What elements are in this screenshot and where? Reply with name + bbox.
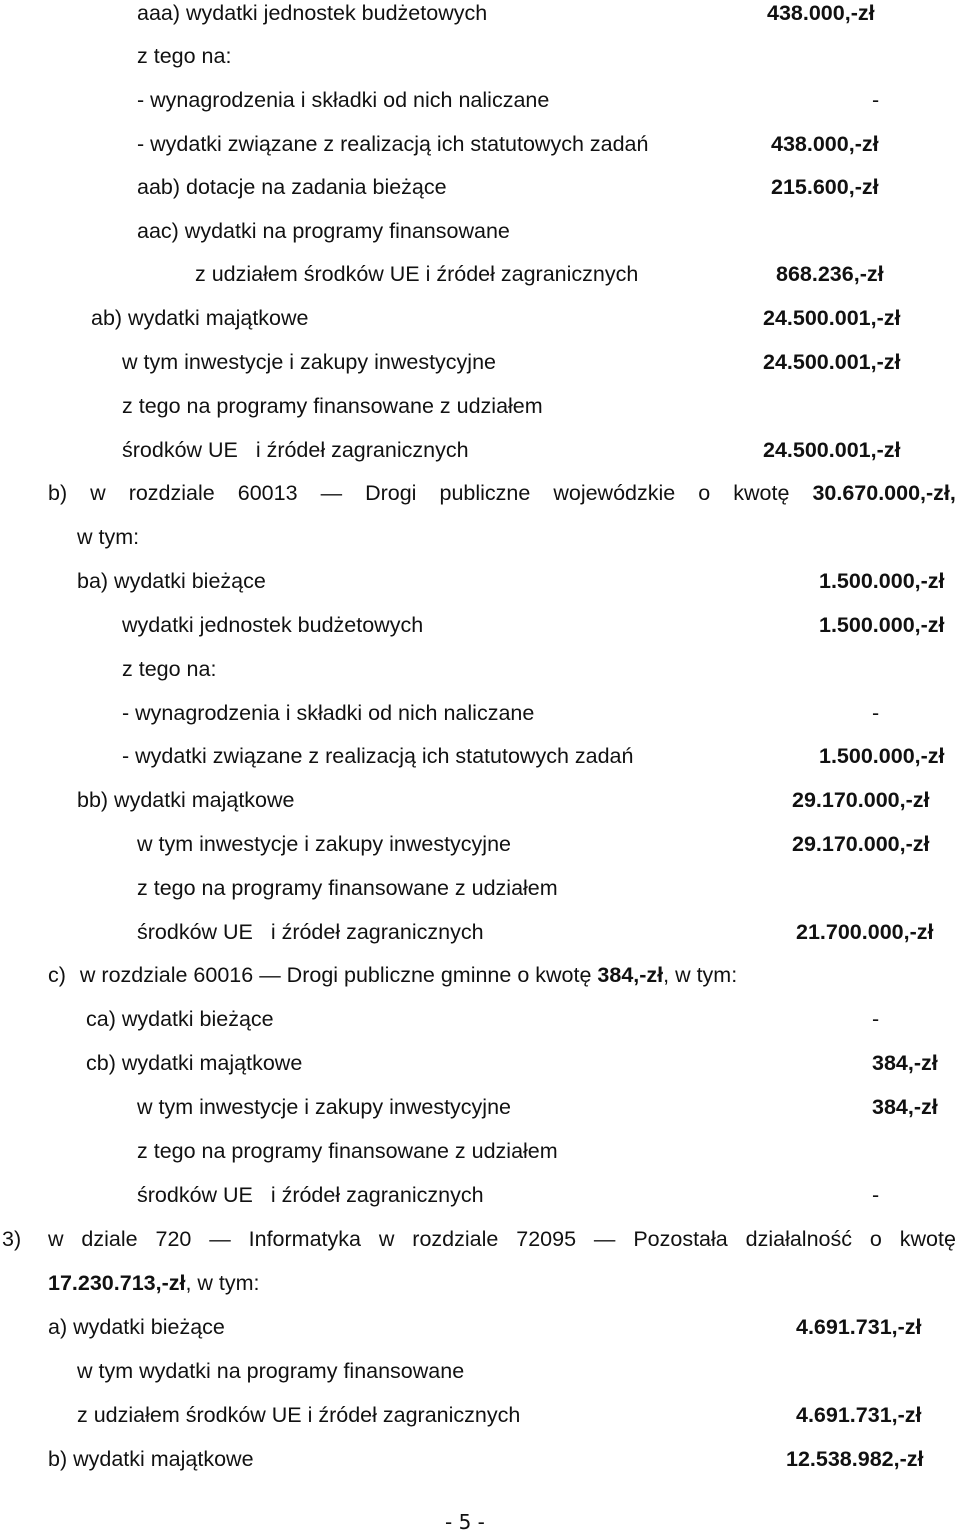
item-amount: -	[872, 701, 880, 725]
item-label: z udziałem środków UE i źródeł zagranicznych	[195, 262, 639, 286]
item-amount: 24.500.001,-zł	[763, 438, 901, 462]
item-label: w tym:	[77, 525, 140, 549]
heading-word: rozdziale	[128, 481, 215, 505]
section-number: 3)	[2, 1227, 22, 1251]
heading-word: Pozostała	[633, 1227, 728, 1251]
item-amount: 29.170.000,-zł	[792, 832, 930, 856]
item-amount: 29.170.000,-zł	[792, 788, 930, 812]
item-label: z tego na:	[122, 657, 217, 681]
item-label: ca) wydatki bieżące	[86, 1007, 274, 1031]
heading-word: —	[209, 1227, 231, 1251]
item-label: z tego na programy finansowane z udziałem	[122, 394, 543, 418]
item-amount: 12.538.982,-zł	[786, 1447, 924, 1471]
item-label: z tego na programy finansowane z udziałem	[137, 876, 558, 900]
item-amount: 1.500.000,-zł	[819, 744, 945, 768]
item-label: w tym inwestycje i zakupy inwestycyjne	[122, 350, 496, 374]
item-label: cb) wydatki majątkowe	[86, 1051, 303, 1075]
item-label: a) wydatki bieżące	[48, 1315, 225, 1339]
section-amount: 17.230.713,-zł	[48, 1271, 186, 1295]
heading-word: wojewódzkie	[553, 481, 676, 505]
item-label: bb) wydatki majątkowe	[77, 788, 295, 812]
heading-word: kwotę	[733, 481, 790, 505]
heading-word: Informatyka	[248, 1227, 361, 1251]
item-label: w tym wydatki na programy finansowane	[77, 1359, 465, 1383]
section-amount: 30.670.000,-zł,	[812, 481, 956, 505]
heading-word: działalność	[745, 1227, 852, 1251]
item-label: środków UE i źródeł zagranicznych	[137, 1183, 484, 1207]
item-label: środków UE i źródeł zagranicznych	[137, 920, 484, 944]
item-amount: 24.500.001,-zł	[763, 306, 901, 330]
item-amount: -	[872, 88, 880, 112]
item-label: aac) wydatki na programy finansowane	[137, 219, 510, 243]
item-label: - wynagrodzenia i składki od nich naliczane	[122, 701, 535, 725]
heading-word: w	[378, 1227, 395, 1251]
item-label: aab) dotacje na zadania bieżące	[137, 175, 447, 199]
item-label: w tym inwestycje i zakupy inwestycyjne	[137, 1095, 511, 1119]
item-label: ab) wydatki majątkowe	[91, 306, 309, 330]
item-label: z tego na:	[137, 44, 232, 68]
heading-word: rozdziale	[412, 1227, 499, 1251]
item-amount: 21.700.000,-zł	[796, 920, 934, 944]
heading-word: Drogi	[365, 481, 417, 505]
item-label: b) wydatki majątkowe	[48, 1447, 254, 1471]
item-label: - wydatki związane z realizacją ich statutowych zadań	[137, 132, 649, 156]
heading-prefix: c)	[48, 963, 66, 987]
item-label: z tego na programy finansowane z udziałem	[137, 1139, 558, 1163]
item-label: - wydatki związane z realizacją ich statutowych zadań	[122, 744, 634, 768]
heading-word: —	[320, 481, 343, 505]
item-amount: 4.691.731,-zł	[796, 1315, 922, 1339]
heading-word: w	[48, 1227, 64, 1251]
heading-word: publiczne	[439, 481, 531, 505]
heading-word: 60013	[237, 481, 298, 505]
heading-text: w rozdziale 60016 — Drogi publiczne gminne o kwotę	[79, 963, 598, 987]
heading-suffix: , w tym:	[663, 963, 738, 987]
item-label: ba) wydatki bieżące	[77, 569, 266, 593]
heading-word: w	[90, 481, 106, 505]
heading-word: o	[698, 481, 711, 505]
item-amount: 438.000,-zł	[771, 132, 879, 156]
section-heading-60016	[48, 962, 737, 988]
item-amount: 384,-zł	[872, 1095, 938, 1119]
heading-word: o	[869, 1227, 882, 1251]
item-amount: 1.500.000,-zł	[819, 569, 945, 593]
item-amount: 1.500.000,-zł	[819, 613, 945, 637]
item-amount: -	[872, 1007, 880, 1031]
item-amount: 215.600,-zł	[771, 175, 879, 199]
page-number: - 5 -	[445, 1510, 485, 1534]
heading-word: kwotę	[899, 1227, 956, 1251]
section-amount: 384,-zł	[597, 963, 664, 987]
item-amount: 868.236,-zł	[776, 262, 884, 286]
item-amount: 384,-zł	[872, 1051, 938, 1075]
item-amount: -	[872, 1183, 880, 1207]
item-amount: 4.691.731,-zł	[796, 1403, 922, 1427]
section-heading-60013	[48, 480, 956, 506]
item-label: aaa) wydatki jednostek budżetowych	[137, 1, 488, 25]
heading-word: 72095	[516, 1227, 577, 1251]
item-label: w tym inwestycje i zakupy inwestycyjne	[137, 832, 511, 856]
item-amount: 24.500.001,-zł	[763, 350, 901, 374]
section-amount-line	[48, 1270, 260, 1296]
heading-word: 720	[155, 1227, 192, 1251]
item-label: wydatki jednostek budżetowych	[122, 613, 424, 637]
heading-word: b)	[48, 481, 68, 505]
item-amount: 438.000,-zł	[767, 1, 875, 25]
item-label: środków UE i źródeł zagranicznych	[122, 438, 469, 462]
item-label: - wynagrodzenia i składki od nich naliczane	[137, 88, 550, 112]
heading-suffix: , w tym:	[185, 1271, 260, 1295]
section-heading-72095	[48, 1226, 956, 1252]
heading-word: dziale	[81, 1227, 138, 1251]
item-label: z udziałem środków UE i źródeł zagranicznych	[77, 1403, 521, 1427]
heading-word: —	[593, 1227, 616, 1251]
